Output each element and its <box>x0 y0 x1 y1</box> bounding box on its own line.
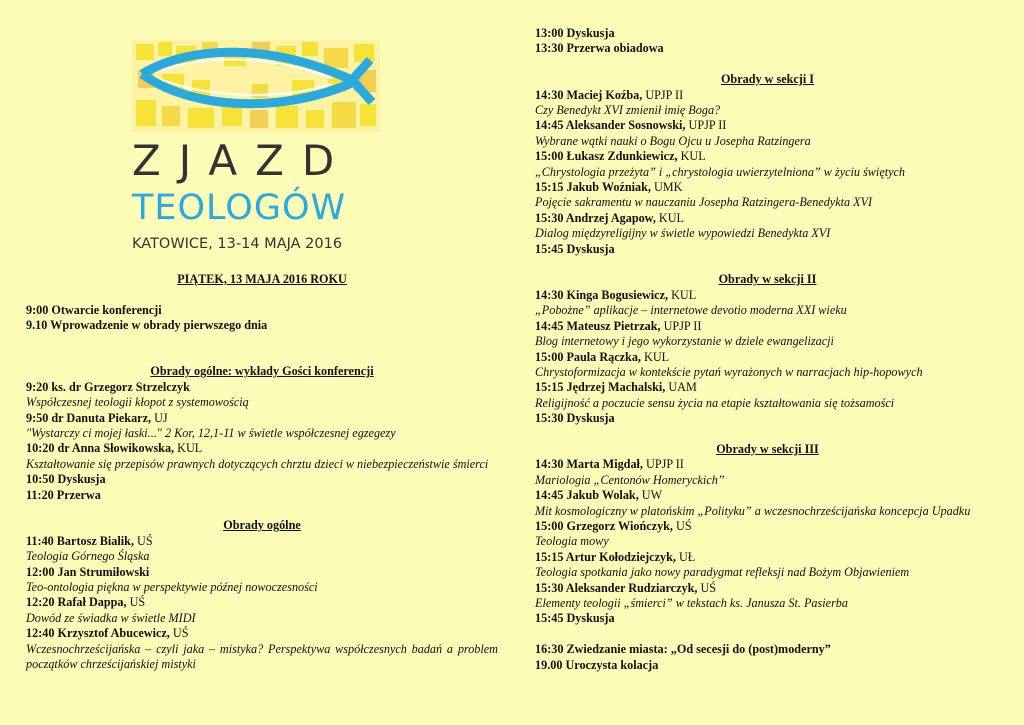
speaker-affiliation: UPJP II <box>642 87 684 102</box>
list-item <box>26 380 498 395</box>
speaker-name: 14:45 Jakub Wolak, <box>535 488 639 503</box>
discussion-item: 10:50 Dyskusja <box>26 472 106 487</box>
talk-title: Kształtowanie się przepisów prawnych dotyczących chrztu dzieci w niebezpieczeństwie śmierci <box>26 456 489 471</box>
fish-mosaic-icon <box>132 40 380 132</box>
speaker-name: 14:30 Maciej Koźba, <box>535 87 643 102</box>
speaker-name: 15:15 Jakub Woźniak, <box>535 180 651 195</box>
list-item <box>26 411 498 426</box>
speaker-name: 14:30 Kinga Bogusiewicz, <box>535 287 669 302</box>
speaker-affiliation: UPJP II <box>642 457 684 472</box>
speaker-affiliation: KUL <box>677 149 706 164</box>
logo-title: ZJAZD <box>132 136 353 185</box>
speaker-affiliation: UAM <box>665 380 697 395</box>
speaker-name: 10:20 dr Anna Słowikowska, <box>26 441 175 456</box>
talk-title: "Wystarczy ci mojej łaski..." 2 Kor, 12,1-11 w świetle współczesnej egzegezy <box>26 426 396 441</box>
list-item <box>535 118 1000 133</box>
talk-title: Mariologia „Centonów Homeryckich” <box>535 472 725 487</box>
speaker-name: 9:50 dr Danuta Piekarz, <box>26 410 152 425</box>
talk-title: Wczesnochrześcijańska – czyli jaka – mistyka? Perspektywa współczesnych badań a problem początków chrześcijańskiej mistyki <box>26 641 498 672</box>
speaker-name: 14:45 Mateusz Pietrzak, <box>535 318 661 333</box>
list-item <box>535 457 1000 472</box>
list-item <box>26 595 498 610</box>
speaker-name: 14:30 Marta Migdał, <box>535 457 643 472</box>
speaker-affiliation: UŚ <box>134 533 153 548</box>
plenary-list <box>26 380 498 472</box>
section-1-header: Obrady w sekcji I <box>720 72 815 87</box>
talk-title: Teologia spotkania jako nowy paradygmat refleksji nad Bożym Objawieniem <box>535 565 910 580</box>
speaker-affiliation: KUL <box>655 210 684 225</box>
talk-title: Współczesnej teologii kłopot z systemowością <box>26 395 249 410</box>
list-item <box>535 350 1000 365</box>
lunch-item: 13:30 Przerwa obiadowa <box>535 41 664 56</box>
speaker-affiliation: UŚ <box>697 580 717 595</box>
talk-title: Czy Benedykt XVI zmienił imię Boga? <box>535 103 721 118</box>
list-item <box>26 441 498 456</box>
section-2-header: Obrady w sekcji II <box>718 272 817 287</box>
speaker-affiliation: UŁ <box>675 549 696 564</box>
speaker-name: 15:15 Jędrzej Machalski, <box>535 380 666 395</box>
section-3-list <box>535 457 1000 611</box>
talk-title: Teologia mowy <box>535 534 609 549</box>
talk-title: Blog internetowy i jego wykorzystanie w dziele ewangelizacji <box>535 334 834 349</box>
speaker-affiliation: UPJP II <box>685 118 727 133</box>
list-item <box>535 380 1000 395</box>
speaker-name: 14:45 Aleksander Sosnowski, <box>535 118 686 133</box>
speaker-affiliation: UŚ <box>672 518 692 533</box>
speaker-affiliation: UŚ <box>126 595 146 610</box>
plenary-header: Obrady ogólne: wykłady Gości konferencji <box>150 364 374 379</box>
list-item <box>535 519 1000 534</box>
list-item <box>535 581 1000 596</box>
general-list <box>26 534 498 673</box>
speaker-name: 15:00 Łukasz Zdunkiewicz, <box>535 149 678 164</box>
talk-title: Chrystoformizacja w kontekście pytań wyrażonych w narracjach hip-hopowych <box>535 364 923 379</box>
list-item <box>535 88 1000 103</box>
speaker-affiliation: KUL <box>668 287 697 302</box>
left-column <box>26 272 498 673</box>
break-item: 11:20 Przerwa <box>26 487 101 502</box>
list-item <box>535 288 1000 303</box>
speaker-name: 15:15 Artur Kołodziejczyk, <box>535 549 676 564</box>
list-item <box>26 534 498 549</box>
speaker-name: 15:00 Grzegorz Wiończyk, <box>535 518 673 533</box>
speaker-affiliation: UPJP II <box>660 318 702 333</box>
talk-title: Elementy teologii „śmierci” w tekstach ks. Janusza St. Pasierba <box>535 595 848 610</box>
list-item <box>535 488 1000 503</box>
intro-item: 9.10 Wprowadzenie w obrady pierwszego dnia <box>26 318 268 333</box>
general-header: Obrady ogólne <box>223 518 301 533</box>
list-item <box>535 319 1000 334</box>
speaker-affiliation: UW <box>638 488 663 503</box>
right-column <box>535 26 1000 673</box>
talk-title: Dialog międzyreligijny w świetle wypowiedzi Benedykta XVI <box>535 226 831 241</box>
list-item <box>26 565 498 580</box>
opening-item: 9:00 Otwarcie konferencji <box>26 302 162 317</box>
speaker-name: 12:20 Rafał Dappa, <box>26 595 127 610</box>
logo-subtitle: TEOLOGÓW <box>132 188 347 228</box>
speaker-affiliation: UJ <box>151 410 168 425</box>
talk-title: Teologia Górnego Śląska <box>26 549 150 564</box>
talk-title: Religijność a poczucie sensu życia na etapie kształtowania się tożsamości <box>535 395 895 410</box>
speaker-name: 11:40 Bartosz Bialik, <box>26 533 134 548</box>
city-tour-item: 16:30 Zwiedzanie miasta: „Od secesji do (post)moderny” <box>535 642 831 657</box>
list-item <box>26 626 498 641</box>
list-item <box>535 211 1000 226</box>
speaker-name: 12:00 Jan Strumiłowski <box>26 564 150 579</box>
speaker-name: 9:20 ks. dr Grzegorz Strzelczyk <box>26 379 190 394</box>
talk-title: Wybrane wątki nauki o Bogu Ojcu u Josepha Ratzingera <box>535 133 811 148</box>
speaker-affiliation: UMK <box>650 180 683 195</box>
talk-title: „Pobożne” aplikacje – internetowe devotio moderna XXI wieku <box>535 303 847 318</box>
section-2-list <box>535 288 1000 411</box>
talk-title: Mit kosmologiczny w platońskim „Polityku” a wczesnochrześcijańska koncepcja Upadku <box>535 503 971 518</box>
speaker-name: 15:30 Andrzej Agapow, <box>535 210 656 225</box>
day-header: PIĄTEK, 13 MAJA 2016 ROKU <box>177 272 347 286</box>
speaker-affiliation: KUL <box>174 441 203 456</box>
speaker-affiliation: KUL <box>640 349 670 364</box>
list-item <box>535 149 1000 164</box>
talk-title: Teo-ontologia piękna w perspektywie późnej nowoczesności <box>26 580 318 595</box>
logo-place-date: KATOWICE, 13-14 MAJA 2016 <box>132 236 343 252</box>
speaker-name: 15:00 Paula Rączka, <box>535 349 641 364</box>
section-1-list <box>535 88 1000 242</box>
conference-logo <box>132 40 382 260</box>
speaker-name: 12:40 Krzysztof Abucewicz, <box>26 626 170 641</box>
section-3-header: Obrady w sekcji III <box>716 441 819 456</box>
talk-title: „Chrystologia przeżyta” i „chrystologia uwierzytelniona” w życiu świętych <box>535 164 906 179</box>
discussion-item: 15:45 Dyskusja <box>535 611 615 626</box>
list-item <box>535 180 1000 195</box>
talk-title: Pojęcie sakramentu w nauczaniu Josepha Ratzingera-Benedykta XVI <box>535 195 873 210</box>
talk-title: Dowód ze świadka w świetle MIDI <box>26 610 196 625</box>
gala-dinner-item: 19.00 Uroczysta kolacja <box>535 657 659 672</box>
discussion-item: 13:00 Dyskusja <box>535 26 615 40</box>
discussion-item: 15:45 Dyskusja <box>535 241 615 256</box>
list-item <box>535 550 1000 565</box>
speaker-name: 15:30 Aleksander Rudziarczyk, <box>535 580 698 595</box>
speaker-affiliation: UŚ <box>169 626 189 641</box>
discussion-item: 15:30 Dyskusja <box>535 411 615 426</box>
